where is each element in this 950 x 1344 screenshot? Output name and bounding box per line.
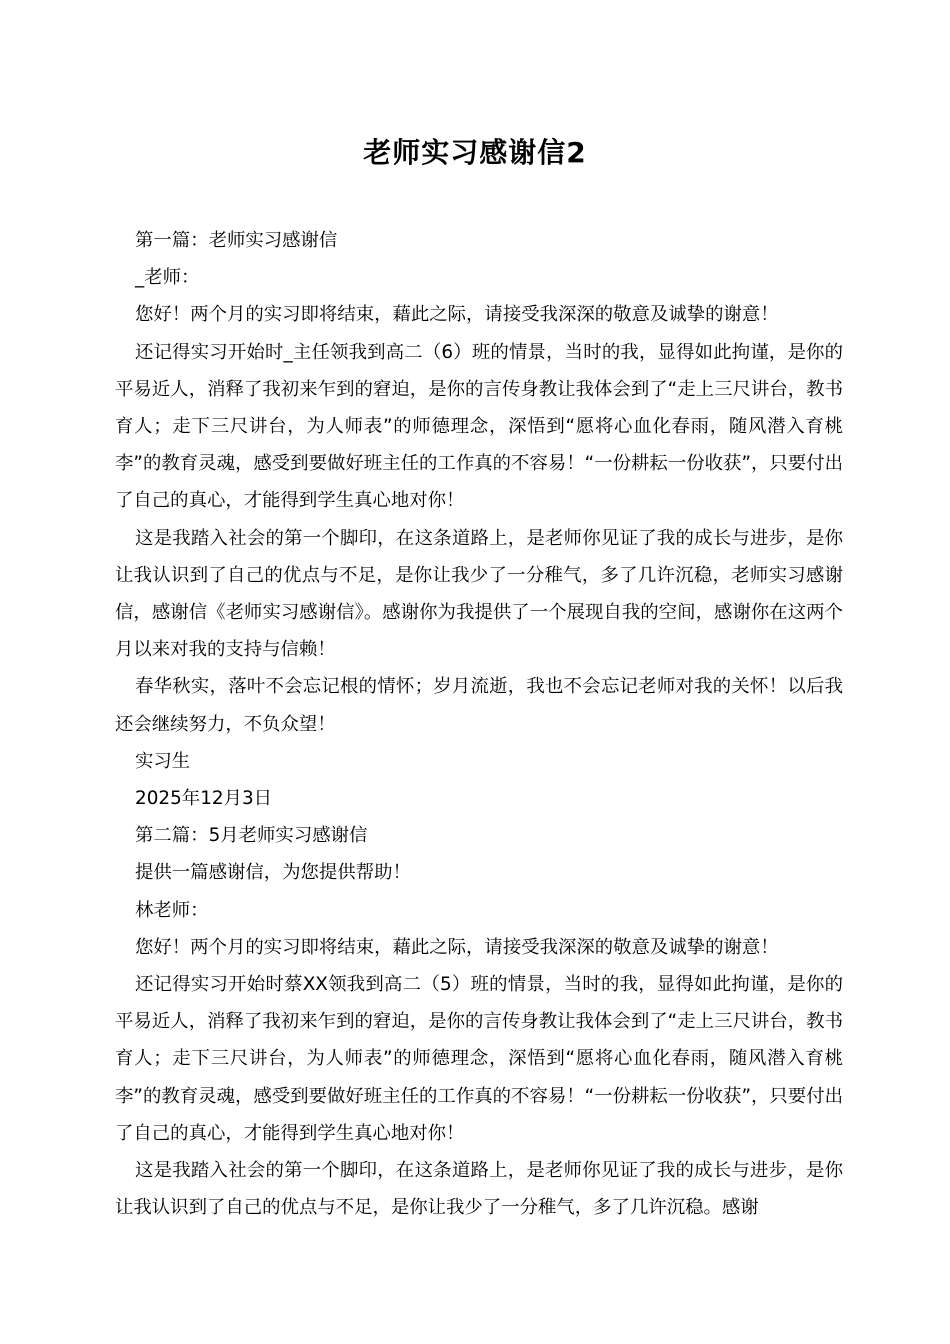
salutation-1: _老师： xyxy=(135,267,200,289)
section-heading-1: 第一篇：老师实习感谢信 xyxy=(135,230,338,251)
signature: 实习生 xyxy=(135,750,191,772)
page-title: 老师实习感谢信2 xyxy=(363,136,587,169)
body-paragraph: 这是我踏入社会的第一个脚印，在这条道路上，是老师你见证了我的成长与进步，是你让我认识到了自己的优点与不足，是你让我少了一分稚气，多了几许沉稳。感谢 xyxy=(115,1160,843,1219)
body-paragraph: 您好！两个月的实习即将结束，藉此之际，请接受我深深的敬意及诚挚的谢意！ xyxy=(135,936,779,958)
body-paragraph: 还记得实习开始时_主任领我到高二（6）班的情景，当时的我，显得如此拘谨，是你的平易近人，消释了我初来乍到的窘迫，是你的言传身教让我体会到了“走上三尺讲台，教书育人；走下三尺讲台，为人师表”的师德理念，深悟到“愿将心血化春雨，随风潜入育桃李”的教育灵魂，感受到要做好班主任的工作真的不容易！“一份耕耘一份收获”，只要付出了自己的真心，才能得到学生真心地对你！ xyxy=(115,341,843,512)
body-paragraph: 提供一篇感谢信，为您提供帮助！ xyxy=(135,862,411,884)
body-paragraph: 春华秋实，落叶不会忘记根的情怀；岁月流逝，我也不会忘记老师对我的关怀！以后我还会继续努力，不负众望！ xyxy=(115,676,843,735)
body-paragraph: 这是我踏入社会的第一个脚印，在这条道路上，是老师你见证了我的成长与进步，是你让我认识到了自己的优点与不足，是你让我少了一分稚气，多了几许沉稳，老师实习感谢信，感谢信《老师实习感谢信》。感谢你为我提供了一个展现自我的空间，感谢你在这两个月以来对我的支持与信赖！ xyxy=(115,527,843,661)
document-body xyxy=(115,222,843,1226)
body-paragraph: 还记得实习开始时蔡XX领我到高二（5）班的情景，当时的我，显得如此拘谨，是你的平易近人，消释了我初来乍到的窘迫，是你的言传身教让我体会到了“走上三尺讲台，教书育人；走下三尺讲台，为人师表”的师德理念，深悟到“愿将心血化春雨，随风潜入育桃李”的教育灵魂，感受到要做好班主任的工作真的不容易！“一份耕耘一份收获”，只要付出了自己的真心，才能得到学生真心地对你！ xyxy=(115,974,843,1144)
body-paragraph: 您好！两个月的实习即将结束，藉此之际，请接受我深深的敬意及诚挚的谢意！ xyxy=(135,304,779,326)
section-heading-2: 第二篇：5月老师实习感谢信 xyxy=(135,825,368,847)
salutation-2: 林老师： xyxy=(135,899,209,921)
signature-date: 2025年12月3日 xyxy=(135,788,273,810)
